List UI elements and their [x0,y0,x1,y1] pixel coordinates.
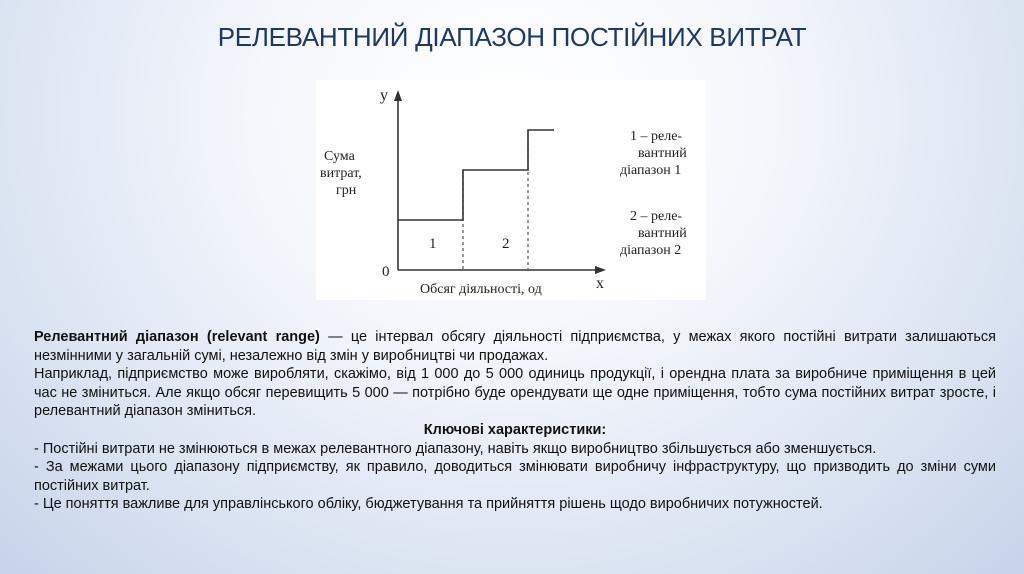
legend-1-line-1: 1 – реле- [630,129,683,144]
definition-paragraph [34,328,996,365]
legend-1-line-3: діапазон 1 [620,163,682,178]
bullet-2: - За межами цього діапазону підприємству, як правило, доводиться змінювати виробничу інфраструктуру, що призводить до зміни суми постійних витрат. [34,459,996,494]
fixed-cost-step-line [398,130,554,220]
bullet-1: - Постійні витрати не змінюються в межах релевантного діапазону, навіть якщо виробництво збільшується або зменшується. [34,440,877,457]
y-axis-symbol: у [380,87,388,104]
relevant-range-figure [316,80,706,300]
x-axis-label: Обсяг діяльності, од [420,282,542,297]
slide-body [34,328,996,514]
legend-1-line-2: вантний [638,146,687,161]
definition-rest: — це інтервал обсягу діяльності підприємства, у межах якого постійні витрати залишаються незмінними у загальній сумі, незалежно від змін у виробництві чи продажах. [34,329,996,364]
legend-2-line-1: 2 – реле- [630,209,683,224]
region-2-label: 2 [502,236,510,252]
definition-term: Релевантний діапазон (relevant range) [34,329,320,345]
step-cost-chart [316,80,706,300]
example-paragraph: Наприклад, підприємство може виробляти, скажімо, від 1 000 до 5 000 одиниць продукції, і орендна плата за виробниче приміщення в цей час не зміниться. Але якщо обсяг перевищить 5 000 — потрібно буде орендувати ще одне приміщення, тобто сума постійних витрат зросте, і релевантний діапазон зміниться. [34,366,996,420]
slide-title: РЕЛЕВАНТНИЙ ДІАПАЗОН ПОСТІЙНИХ ВИТРАТ [217,22,807,52]
key-characteristics-heading: Ключові характеристики: [423,421,607,438]
x-axis-arrow [595,266,606,274]
y-axis-arrow [394,90,402,101]
legend-2-line-3: діапазон 2 [620,243,682,258]
x-axis-symbol: х [596,275,604,292]
y-axis-label-line-2: витрат, [320,166,362,181]
legend-2-line-2: вантний [638,226,687,241]
region-1-label: 1 [429,236,437,252]
y-axis-label-line-1: Сума [324,149,355,164]
bullet-3: - Це поняття важливе для управлінського обліку, бюджетування та прийняття рішень щодо виробничих потужностей. [34,496,823,513]
y-axis-label-line-3: грн [336,183,357,198]
origin-label: 0 [382,264,390,280]
